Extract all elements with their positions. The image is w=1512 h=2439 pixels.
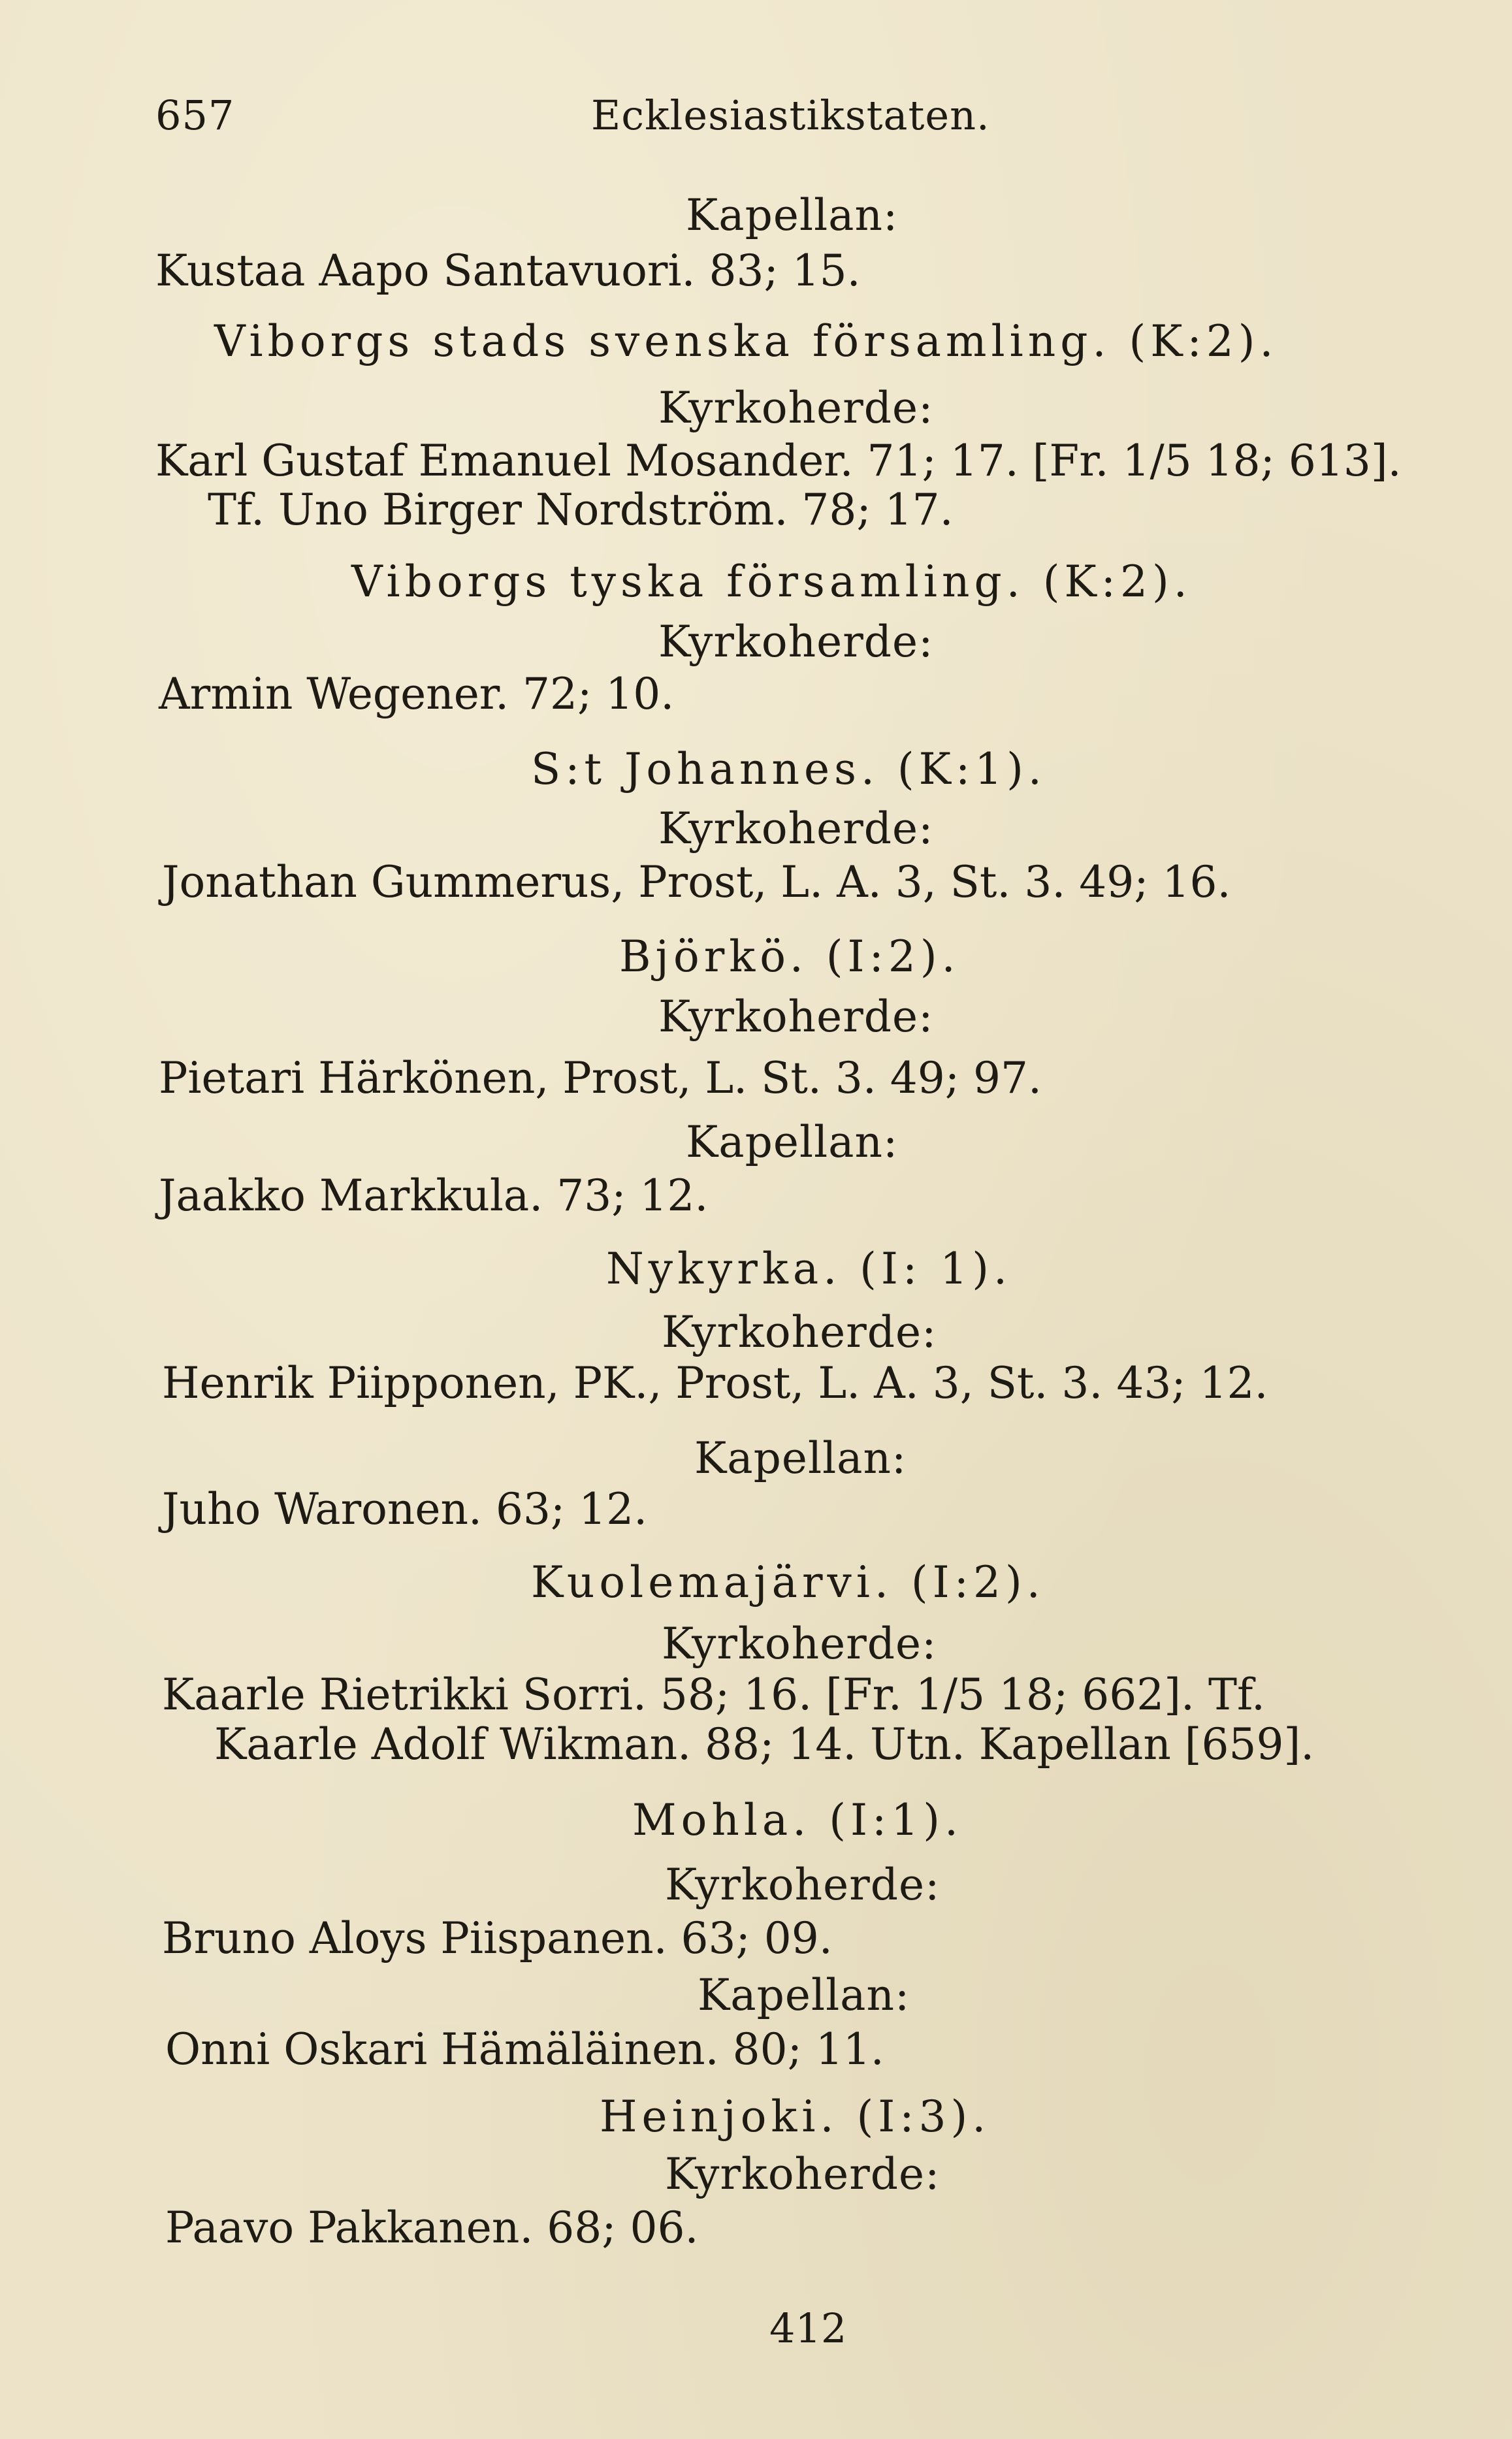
role-heading: Kyrkoherde:: [665, 2149, 941, 2199]
page-number: 657: [155, 91, 235, 139]
running-title: Ecklesiastikstaten.: [591, 91, 990, 139]
entry-line: Jonathan Gummerus, Prost, L. A. 3, St. 3. 49; 16.: [162, 857, 1231, 907]
entry-line: Paavo Pakkanen. 68; 06.: [165, 2203, 699, 2253]
entry-line: Armin Wegener. 72; 10.: [159, 669, 675, 719]
parish-heading: Kuolemajärvi. (I:2).: [531, 1557, 1045, 1607]
entry-line: Juho Waronen. 63; 12.: [162, 1484, 648, 1534]
role-heading: Kapellan:: [698, 1970, 910, 2020]
entry-line: Kaarle Adolf Wikman. 88; 14. Utn. Kapellan [659].: [214, 1719, 1315, 1769]
role-heading: Kyrkoherde:: [662, 1307, 937, 1357]
entry-line: Kaarle Rietrikki Sorri. 58; 16. [Fr. 1/5 18; 662]. Tf.: [162, 1670, 1266, 1720]
parish-heading: Heinjoki. (I:3).: [600, 2092, 991, 2142]
folio-number: 412: [769, 2304, 847, 2352]
entry-line: Henrik Piipponen, PK., Prost, L. A. 3, St. 3. 43; 12.: [162, 1358, 1268, 1408]
entry-line: Bruno Aloys Piispanen. 63; 09.: [162, 1913, 833, 1963]
parish-heading: Mohla. (I:1).: [632, 1795, 963, 1845]
entry-line: Onni Oskari Hämäläinen. 80; 11.: [165, 2024, 884, 2075]
role-heading: Kyrkoherde:: [662, 1619, 937, 1669]
parish-heading: Nykyrka. (I: 1).: [606, 1244, 1012, 1294]
role-heading: Kyrkoherde:: [665, 1860, 941, 1910]
role-heading: Kyrkoherde:: [658, 383, 934, 433]
entry-line: Jaakko Markkula. 73; 12.: [159, 1171, 709, 1221]
parish-heading: Viborgs tyska församling. (K:2).: [351, 557, 1192, 607]
entry-line: Karl Gustaf Emanuel Mosander. 71; 17. [Fr. 1/5 18; 613].: [155, 436, 1402, 486]
entry-line: Kustaa Aapo Santavuori. 83; 15.: [155, 246, 861, 296]
role-heading: Kyrkoherde:: [658, 617, 934, 667]
entry-line: Pietari Härkönen, Prost, L. St. 3. 49; 97.: [159, 1053, 1042, 1103]
parish-heading: Viborgs stads svenska församling. (K:2).: [214, 316, 1278, 366]
role-heading: Kyrkoherde:: [658, 803, 934, 854]
role-heading: Kapellan:: [694, 1433, 907, 1483]
role-heading: Kyrkoherde:: [658, 992, 934, 1042]
parish-heading: S:t Johannes. (K:1).: [531, 744, 1046, 794]
role-heading: Kapellan:: [686, 1117, 899, 1167]
role-heading: Kapellan:: [686, 190, 899, 240]
parish-heading: Björkö. (I:2).: [619, 931, 960, 982]
entry-line: Tf. Uno Birger Nordström. 78; 17.: [208, 485, 954, 535]
